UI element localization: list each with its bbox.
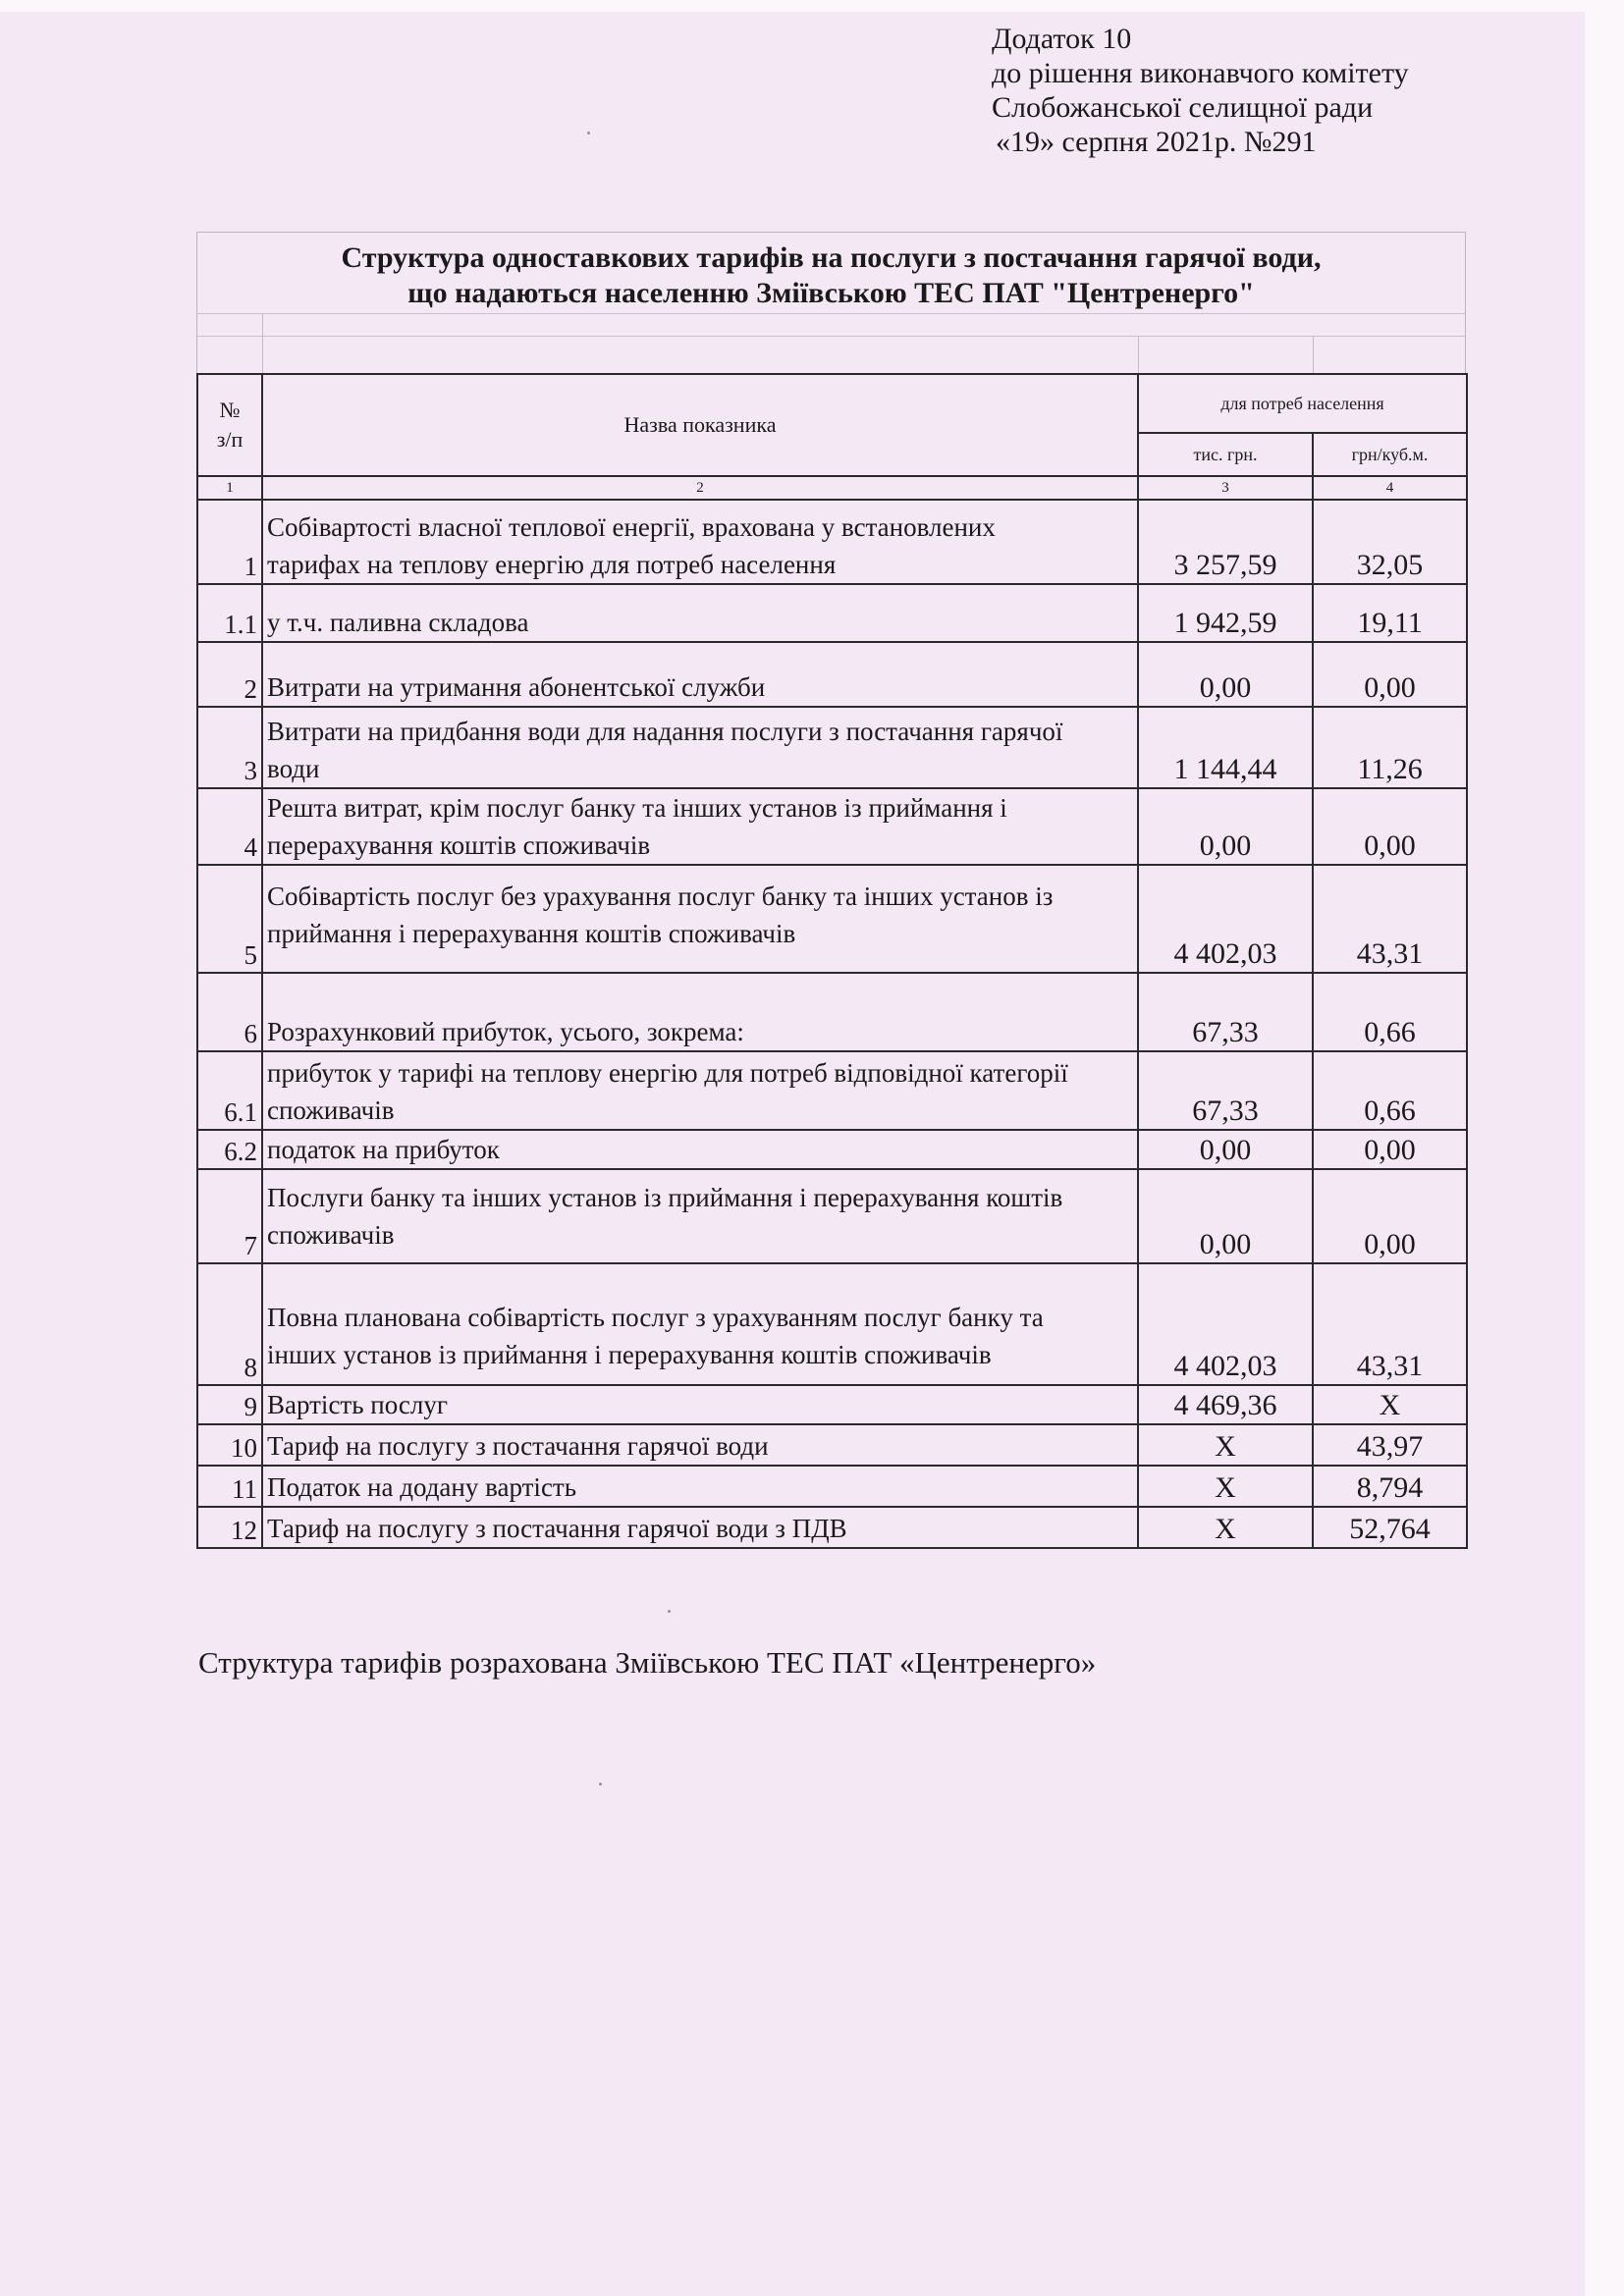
title-line: Структура одноставкових тарифів на послуги з постачання гарячої води, xyxy=(341,241,1322,274)
row-number: 6 xyxy=(197,973,262,1051)
value-uah-per-m3: 0,00 xyxy=(1313,1130,1467,1169)
page-edge xyxy=(0,0,1624,12)
column-number: 2 xyxy=(262,476,1138,500)
row-number: 10 xyxy=(197,1424,262,1466)
table-row xyxy=(197,1169,1467,1263)
value-thousand-uah: 0,00 xyxy=(1138,642,1313,707)
value-thousand-uah: 0,00 xyxy=(1138,788,1313,865)
table-row xyxy=(197,865,1467,973)
row-name xyxy=(262,1130,1138,1169)
value-thousand-uah: Х xyxy=(1138,1466,1313,1507)
row-name xyxy=(262,1263,1138,1385)
row-number: 11 xyxy=(197,1466,262,1507)
row-name-line: Розрахунковий прибуток, усього, зокрема: xyxy=(267,1017,744,1046)
row-number: 2 xyxy=(197,642,262,707)
header-number-symbol: № xyxy=(219,398,241,422)
row-number: 6.1 xyxy=(197,1051,262,1130)
page-edge xyxy=(1585,0,1624,2296)
tariff-table-block xyxy=(196,232,1466,1549)
value-uah-per-m3: 32,05 xyxy=(1313,500,1467,584)
attachment-line: Слобожанської селищної ради xyxy=(992,91,1374,124)
table-row xyxy=(197,1263,1467,1385)
row-number: 7 xyxy=(197,1169,262,1263)
value-thousand-uah: 0,00 xyxy=(1138,1169,1313,1263)
row-name-line: Собівартості власної теплової енергії, врахована у встановлених xyxy=(267,512,996,542)
grid-line xyxy=(1313,336,1314,373)
value-thousand-uah: 67,33 xyxy=(1138,973,1313,1051)
grid-line xyxy=(197,336,1465,337)
table-title xyxy=(196,232,1466,314)
value-thousand-uah: 4 402,03 xyxy=(1138,1263,1313,1385)
row-number: 6.2 xyxy=(197,1130,262,1169)
row-name-line: споживачів xyxy=(267,1095,395,1125)
footer-note: Структура тарифів розрахована Зміївською ТЕС ПАТ «Центренерго» xyxy=(198,1645,1097,1680)
value-uah-per-m3: 0,66 xyxy=(1313,973,1467,1051)
row-name xyxy=(262,1424,1138,1466)
row-name-line: води xyxy=(267,754,320,783)
value-uah-per-m3: 19,11 xyxy=(1313,584,1467,642)
value-thousand-uah: 1 144,44 xyxy=(1138,707,1313,788)
row-number: 9 xyxy=(197,1385,262,1424)
table-row xyxy=(197,973,1467,1051)
row-name-line: Тариф на послугу з постачання гарячої води xyxy=(267,1431,769,1461)
value-thousand-uah: 4 402,03 xyxy=(1138,865,1313,973)
row-name-line: Тариф на послугу з постачання гарячої води з ПДВ xyxy=(267,1514,847,1543)
column-number: 3 xyxy=(1138,476,1313,500)
value-uah-per-m3: 43,97 xyxy=(1313,1424,1467,1466)
table-row xyxy=(197,788,1467,865)
empty-grid-rows xyxy=(196,314,1466,373)
row-name-line: інших установ із приймання і перерахування коштів споживачів xyxy=(267,1340,992,1369)
value-thousand-uah: 0,00 xyxy=(1138,1130,1313,1169)
table-row xyxy=(197,707,1467,788)
row-name xyxy=(262,1466,1138,1507)
value-thousand-uah: Х xyxy=(1138,1507,1313,1548)
row-name xyxy=(262,1385,1138,1424)
row-name-line: податок на прибуток xyxy=(267,1135,500,1164)
row-name xyxy=(262,707,1138,788)
row-number: 4 xyxy=(197,788,262,865)
row-number: 5 xyxy=(197,865,262,973)
row-name xyxy=(262,973,1138,1051)
column-number: 1 xyxy=(197,476,262,500)
row-name xyxy=(262,1507,1138,1548)
value-thousand-uah: 67,33 xyxy=(1138,1051,1313,1130)
row-name-line: Вартість послуг xyxy=(267,1390,448,1419)
row-name xyxy=(262,584,1138,642)
scan-speck xyxy=(668,1610,671,1613)
row-name xyxy=(262,642,1138,707)
row-name-line: Витрати на придбання води для надання послуги з постачання гарячої xyxy=(267,717,1063,746)
row-name-line: Собівартість послуг без урахування послуг банку та інших установ із xyxy=(267,881,1054,911)
attachment-line: до рішення виконавчого комітету xyxy=(992,57,1409,89)
value-uah-per-m3: 0,00 xyxy=(1313,642,1467,707)
row-name-line: Витрати на утримання абонентської служби xyxy=(267,672,766,702)
attachment-line: «19» серпня 2021р. №291 xyxy=(996,126,1317,158)
row-name xyxy=(262,1169,1138,1263)
value-thousand-uah: 3 257,59 xyxy=(1138,500,1313,584)
table-row xyxy=(197,584,1467,642)
value-uah-per-m3: Х xyxy=(1313,1385,1467,1424)
table-row xyxy=(197,1130,1467,1169)
row-number: 12 xyxy=(197,1507,262,1548)
value-uah-per-m3: 0,66 xyxy=(1313,1051,1467,1130)
value-uah-per-m3: 0,00 xyxy=(1313,1169,1467,1263)
table-row xyxy=(197,1385,1467,1424)
row-name-line: споживачів xyxy=(267,1220,395,1250)
row-name xyxy=(262,1051,1138,1130)
row-name-line: у т.ч. паливна складова xyxy=(267,608,529,637)
value-uah-per-m3: 52,764 xyxy=(1313,1507,1467,1548)
table-row xyxy=(197,1424,1467,1466)
value-uah-per-m3: 0,00 xyxy=(1313,788,1467,865)
column-number: 4 xyxy=(1313,476,1467,500)
header-name: Назва показника xyxy=(262,374,1138,476)
row-number: 1 xyxy=(197,500,262,584)
row-name-line: тарифах на теплову енергію для потреб населення xyxy=(267,550,837,579)
grid-line xyxy=(1138,336,1139,373)
attachment-block xyxy=(992,22,1409,159)
row-name-line: перерахування коштів споживачів xyxy=(267,830,651,860)
value-uah-per-m3: 11,26 xyxy=(1313,707,1467,788)
value-uah-per-m3: 43,31 xyxy=(1313,865,1467,973)
scan-speck xyxy=(599,1783,602,1786)
scan-speck xyxy=(587,132,590,134)
row-name xyxy=(262,500,1138,584)
header-number-sub: з/п xyxy=(216,427,244,452)
row-name-line: Решта витрат, крім послуг банку та інших установ із приймання і xyxy=(267,793,1007,823)
attachment-line: Додаток 10 xyxy=(992,23,1132,55)
table-row xyxy=(197,1051,1467,1130)
row-name-line: Податок на додану вартість xyxy=(267,1472,577,1502)
row-name-line: Послуги банку та інших установ із приймання і перерахування коштів xyxy=(267,1183,1063,1212)
header-unit-uah-per-m3: грн/куб.м. xyxy=(1313,433,1467,476)
value-uah-per-m3: 8,794 xyxy=(1313,1466,1467,1507)
row-name xyxy=(262,788,1138,865)
table-row xyxy=(197,500,1467,584)
table-row xyxy=(197,1466,1467,1507)
value-uah-per-m3: 43,31 xyxy=(1313,1263,1467,1385)
row-number: 1.1 xyxy=(197,584,262,642)
header-number xyxy=(197,374,262,476)
value-thousand-uah: Х xyxy=(1138,1424,1313,1466)
table-row xyxy=(197,642,1467,707)
row-number: 3 xyxy=(197,707,262,788)
header-group: для потреб населення xyxy=(1138,374,1467,433)
grid-line xyxy=(262,314,263,373)
row-number: 8 xyxy=(197,1263,262,1385)
row-name xyxy=(262,865,1138,973)
table-row xyxy=(197,1507,1467,1548)
tariff-table xyxy=(196,373,1468,1549)
row-name-line: Повна планована собівартість послуг з урахуванням послуг банку та xyxy=(267,1303,1044,1332)
value-thousand-uah: 1 942,59 xyxy=(1138,584,1313,642)
value-thousand-uah: 4 469,36 xyxy=(1138,1385,1313,1424)
row-name-line: приймання і перерахування коштів споживачів xyxy=(267,919,796,948)
title-line: що надаються населенню Зміївською ТЕС ПАТ "Центренерго" xyxy=(407,277,1255,309)
header-unit-thousand-uah: тис. грн. xyxy=(1138,433,1313,476)
row-name-line: прибуток у тарифі на теплову енергію для потреб відповідної категорії xyxy=(267,1058,1068,1088)
